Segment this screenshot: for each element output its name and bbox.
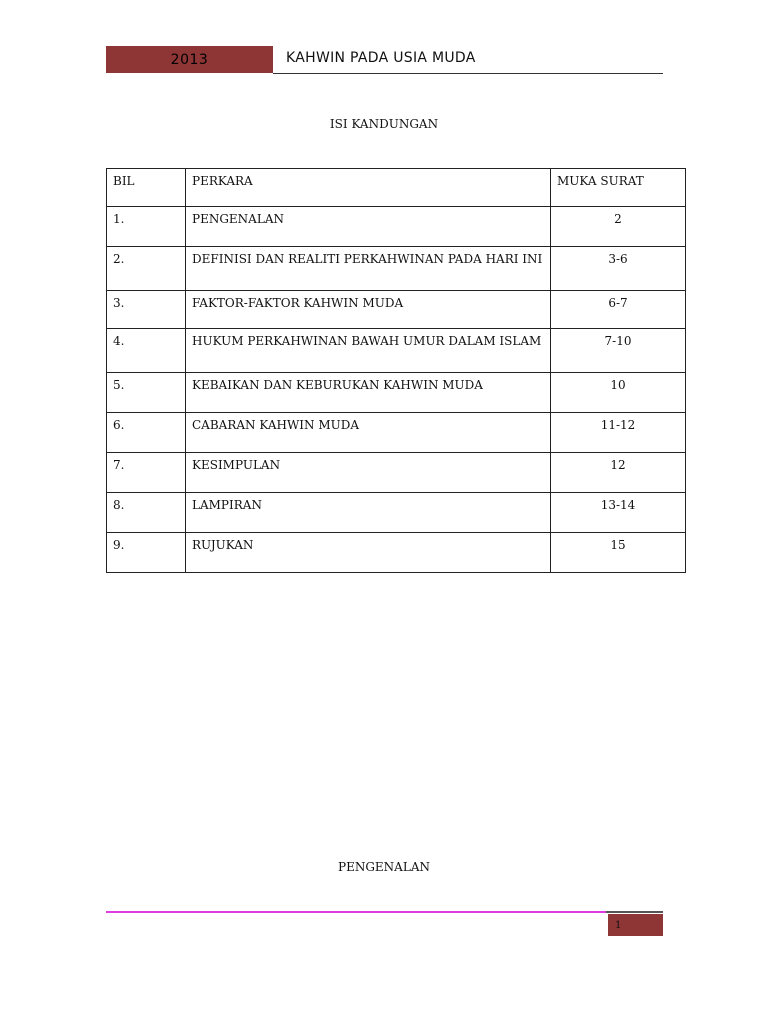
toc-row — [107, 329, 686, 373]
row-topic: HUKUM PERKAHWINAN BAWAH UMUR DALAM ISLAM — [186, 329, 551, 373]
toc-row — [107, 247, 686, 291]
row-page: 11-12 — [551, 413, 686, 453]
row-page: 7-10 — [551, 329, 686, 373]
row-page: 12 — [551, 453, 686, 493]
toc-row — [107, 207, 686, 247]
column-header-perkara: PERKARA — [186, 169, 551, 207]
toc-row — [107, 291, 686, 329]
footer-divider-accent — [606, 911, 663, 913]
toc-table — [106, 168, 686, 573]
row-number: 6. — [107, 413, 186, 453]
row-number: 7. — [107, 453, 186, 493]
toc-row — [107, 413, 686, 453]
row-page: 10 — [551, 373, 686, 413]
row-topic: DEFINISI DAN REALITI PERKAHWINAN PADA HARI INI — [186, 247, 551, 291]
column-header-bil: BIL — [107, 169, 186, 207]
row-topic: CABARAN KAHWIN MUDA — [186, 413, 551, 453]
toc-row — [107, 373, 686, 413]
row-topic: FAKTOR-FAKTOR KAHWIN MUDA — [186, 291, 551, 329]
row-topic: PENGENALAN — [186, 207, 551, 247]
row-topic: LAMPIRAN — [186, 493, 551, 533]
row-number: 1. — [107, 207, 186, 247]
toc-header-row — [107, 169, 686, 207]
row-number: 4. — [107, 329, 186, 373]
page-number-badge: 1 — [608, 914, 663, 936]
row-number: 8. — [107, 493, 186, 533]
row-topic: KESIMPULAN — [186, 453, 551, 493]
row-topic: RUJUKAN — [186, 533, 551, 573]
header-year-badge: 2013 — [106, 46, 273, 73]
row-page: 15 — [551, 533, 686, 573]
row-page: 2 — [551, 207, 686, 247]
section-heading: PENGENALAN — [338, 860, 430, 874]
toc-row — [107, 533, 686, 573]
toc-row — [107, 453, 686, 493]
row-number: 9. — [107, 533, 186, 573]
header-divider — [273, 73, 663, 74]
row-number: 3. — [107, 291, 186, 329]
row-page: 6-7 — [551, 291, 686, 329]
row-page: 13-14 — [551, 493, 686, 533]
row-page: 3-6 — [551, 247, 686, 291]
row-number: 2. — [107, 247, 186, 291]
footer-divider — [106, 911, 663, 913]
document-title: KAHWIN PADA USIA MUDA — [286, 50, 476, 66]
toc-heading: ISI KANDUNGAN — [329, 117, 439, 131]
toc-row — [107, 493, 686, 533]
row-topic: KEBAIKAN DAN KEBURUKAN KAHWIN MUDA — [186, 373, 551, 413]
row-number: 5. — [107, 373, 186, 413]
column-header-muka-surat: MUKA SURAT — [551, 169, 686, 207]
